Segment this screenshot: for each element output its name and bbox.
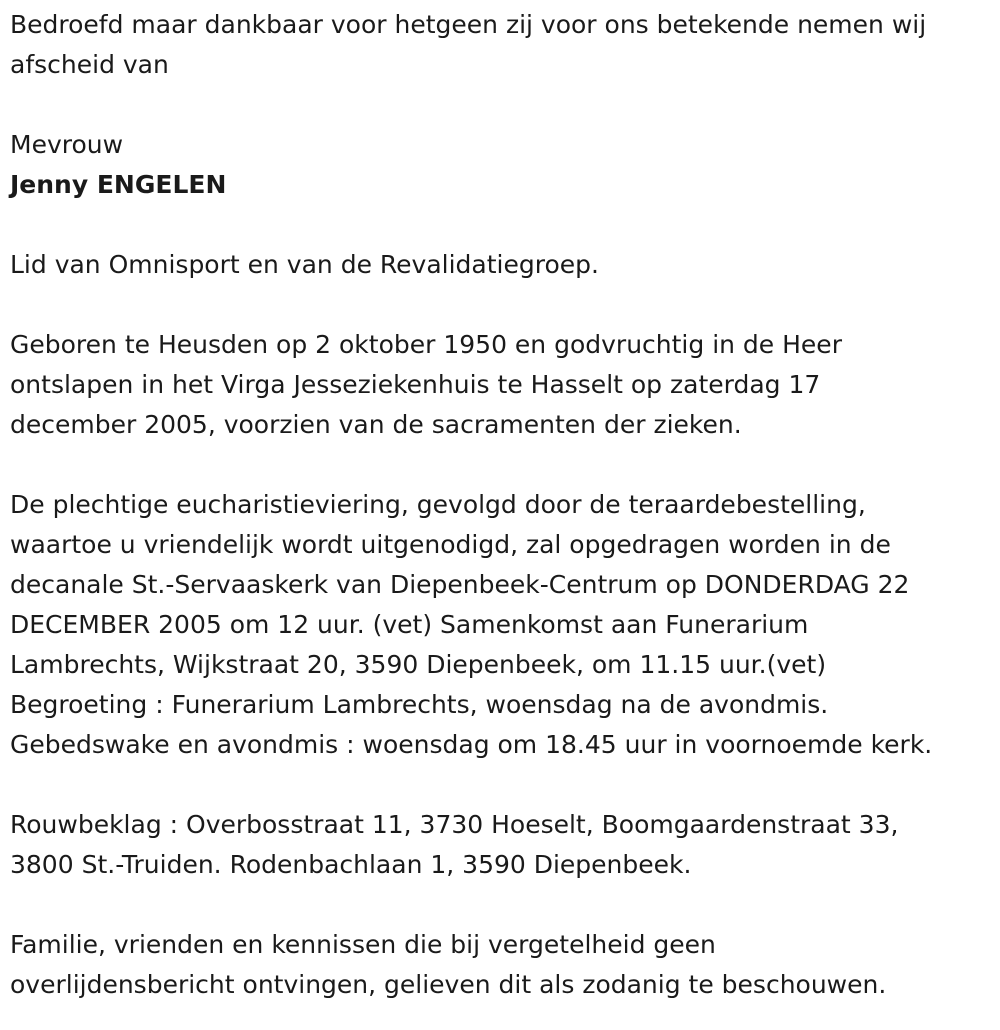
obituary-notice — [10, 5, 995, 1005]
paragraph-line: 3800 St.-Truiden. Rodenbachlaan 1, 3590 Diepenbeek. — [10, 850, 692, 879]
intro-line: afscheid van — [10, 50, 169, 79]
paragraph-line: Lambrechts, Wijkstraat 20, 3590 Diepenbeek, om 11.15 uur.(vet) — [10, 650, 827, 679]
paragraph-line: waartoe u vriendelijk wordt uitgenodigd, zal opgedragen worden in de — [10, 530, 891, 559]
salutation: Mevrouw — [10, 130, 124, 159]
paragraph-line: Familie, vrienden en kennissen die bij vergetelheid geen — [10, 930, 716, 959]
closing-paragraph — [10, 925, 995, 1005]
paragraph-line: decanale St.-Servaaskerk van Diepenbeek-Centrum op DONDERDAG 22 — [10, 570, 910, 599]
paragraph-line: DECEMBER 2005 om 12 uur. (vet) Samenkomst aan Funerarium — [10, 610, 809, 639]
paragraph-line: De plechtige eucharistieviering, gevolgd door de teraardebestelling, — [10, 490, 866, 519]
paragraph-line: december 2005, voorzien van de sacramenten der zieken. — [10, 410, 742, 439]
paragraph-line: Rouwbeklag : Overbosstraat 11, 3730 Hoeselt, Boomgaardenstraat 33, — [10, 810, 899, 839]
ceremony-paragraph — [10, 485, 995, 765]
deceased-name: Jenny ENGELEN — [10, 170, 227, 199]
paragraph-line: overlijdensbericht ontvingen, gelieven dit als zodanig te beschouwen. — [10, 970, 887, 999]
mourning-paragraph — [10, 805, 995, 885]
paragraph-line: Geboren te Heusden op 2 oktober 1950 en godvruchtig in de Heer — [10, 330, 842, 359]
paragraph-line: ontslapen in het Virga Jesseziekenhuis te Hasselt op zaterdag 17 — [10, 370, 821, 399]
birth-death-paragraph — [10, 325, 995, 445]
paragraph-line: Begroeting : Funerarium Lambrechts, woensdag na de avondmis. — [10, 690, 829, 719]
paragraph-line: Gebedswake en avondmis : woensdag om 18.45 uur in voornoemde kerk. — [10, 730, 933, 759]
intro-paragraph — [10, 5, 995, 85]
membership-paragraph: Lid van Omnisport en van de Revalidatiegroep. — [10, 250, 599, 279]
intro-line: Bedroefd maar dankbaar voor hetgeen zij voor ons betekende nemen wij — [10, 10, 927, 39]
